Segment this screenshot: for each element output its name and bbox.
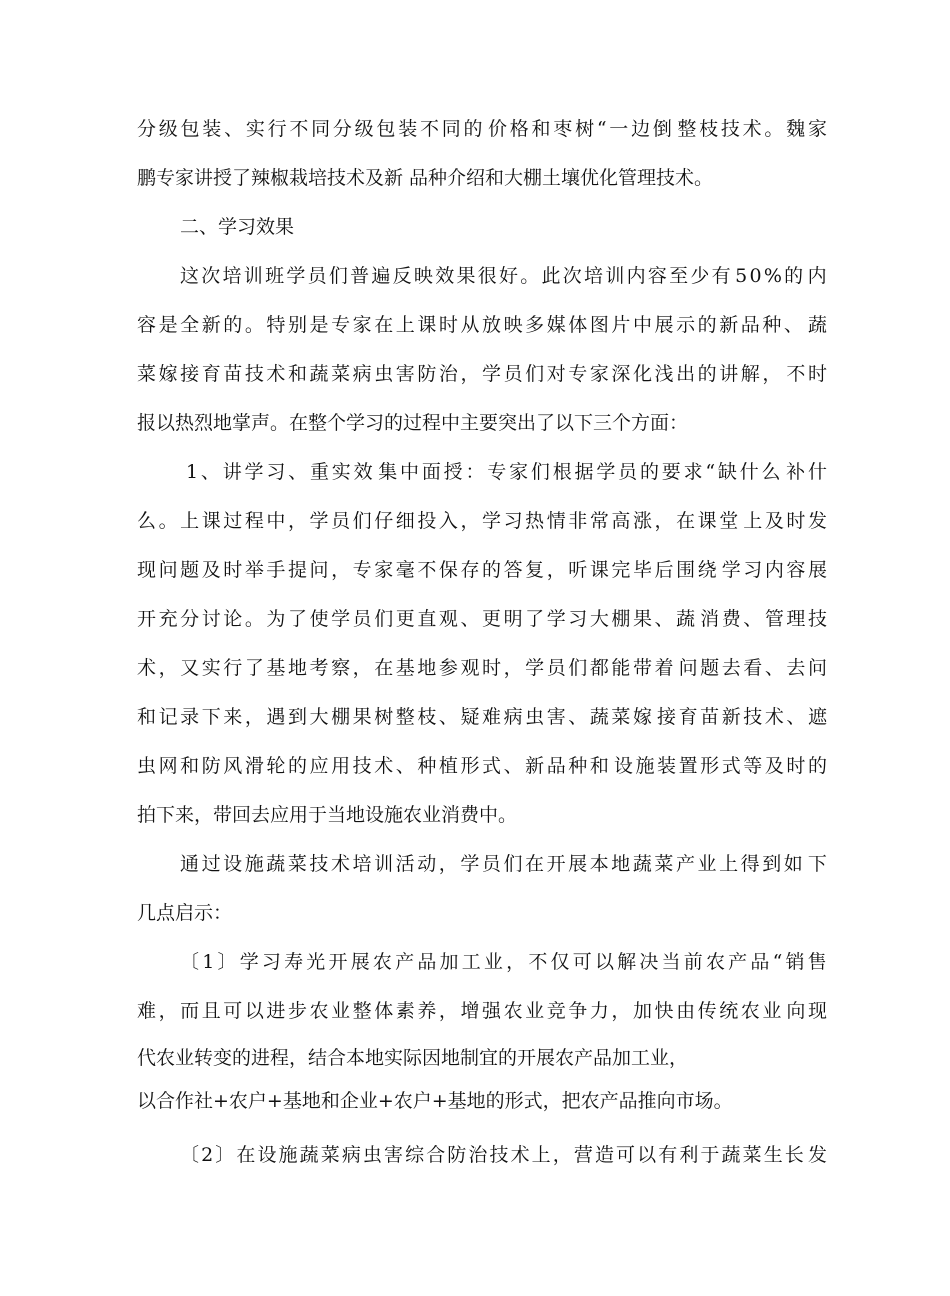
paragraph-line: 菜 嫁 接 育 苗 技 术 和 蔬 菜 病 虫 害 防 治 ， 学 员 们 对 专 家 深 化 浅 出 的 讲 解 ， 不 时: [137, 363, 827, 385]
paragraph-line: 以合作社+农户+基地和企业+农户+基地的形式，把农产品推向市场。: [137, 1090, 733, 1112]
paragraph-line: 〔 2 〕 在 设 施 蔬 菜 病 虫 害 综 合 防 治 技 术 上 ， 营 造 可 以 有 利 于 蔬 菜 生 长 发: [180, 1144, 827, 1166]
paragraph-line: 通 过 设 施 蔬 菜 技 术 培 训 活 动 ， 学 员 们 在 开 展 本 地 蔬 菜 产 业 上 得 到 如 下: [180, 853, 827, 875]
section-heading: 二、学习效果: [180, 216, 295, 238]
paragraph-line: 1 、 讲 学 习 、 重 实 效 集 中 面 授 ： 专 家 们 根 据 学 员 的 要 求 “ 缺 什 么 补 什: [186, 461, 827, 483]
paragraph-line: 分 级 包 装 、 实 行 不 同 分 级 包 装 不 同 的 价 格 和 枣 树 “ 一 边 倒 整 枝 技 术 。 魏 家: [137, 118, 827, 140]
paragraph-line: 现 问 题 及 时 举 手 提 问 ， 专 家 毫 不 保 存 的 答 复 ， 听 课 完 毕 后 围 绕 学 习 内 容 展: [137, 559, 827, 581]
paragraph-line: 么 。 上 课 过 程 中 ， 学 员 们 仔 细 投 入 ， 学 习 热 情 非 常 高 涨 ， 在 课 堂 上 及 时 发: [137, 510, 827, 532]
paragraph-line: 和 记 录 下 来 ， 遇 到 大 棚 果 树 整 枝 、 疑 难 病 虫 害 、 蔬 菜 嫁 接 育 苗 新 技 术 、 遮: [137, 706, 827, 728]
paragraph-line: 这 次 培 训 班 学 员 们 普 遍 反 映 效 果 很 好 。 此 次 培 训 内 容 至 少 有 5 0 % 的 内: [180, 265, 827, 287]
paragraph-line: 代农业转变的进程，结合本地实际因地制宜的开展农产品加工业，: [137, 1047, 689, 1069]
paragraph-line: 报以热烈地掌声。在整个学习的过程中主要突出了以下三个方面：: [137, 412, 689, 434]
paragraph-line: 拍下来，带回去应用于当地设施农业消费中。: [137, 804, 518, 826]
paragraph-line: 〔 1 〕 学 习 寿 光 开 展 农 产 品 加 工 业 ， 不 仅 可 以 解 决 当 前 农 产 品 “ 销 售: [180, 951, 827, 973]
paragraph-line: 术 ， 又 实 行 了 基 地 考 察 ， 在 基 地 参 观 时 ， 学 员 们 都 能 带 着 问 题 去 看 、 去 问: [137, 657, 827, 679]
paragraph-line: 鹏专家讲授了辣椒栽培技术及新 品种介绍和大棚土壤优化管理技术。: [137, 167, 714, 189]
paragraph-line: 开 充 分 讨 论 。 为 了 使 学 员 们 更 直 观 、 更 明 了 学 习 大 棚 果 、 蔬 消 费 、 管 理 技: [137, 608, 827, 630]
paragraph-line: 难 ， 而 且 可 以 进 步 农 业 整 体 素 养 ， 增 强 农 业 竞 争 力 ， 加 快 由 传 统 农 业 向 现: [137, 1000, 827, 1022]
paragraph-line: 几点启示：: [137, 902, 233, 924]
paragraph-line: 虫 网 和 防 风 滑 轮 的 应 用 技 术 、 种 植 形 式 、 新 品 种 和 设 施 装 置 形 式 等 及 时 的: [137, 755, 827, 777]
paragraph-line: 容 是 全 新 的 。 特 别 是 专 家 在 上 课 时 从 放 映 多 媒 体 图 片 中 展 示 的 新 品 种 、 蔬: [137, 314, 827, 336]
